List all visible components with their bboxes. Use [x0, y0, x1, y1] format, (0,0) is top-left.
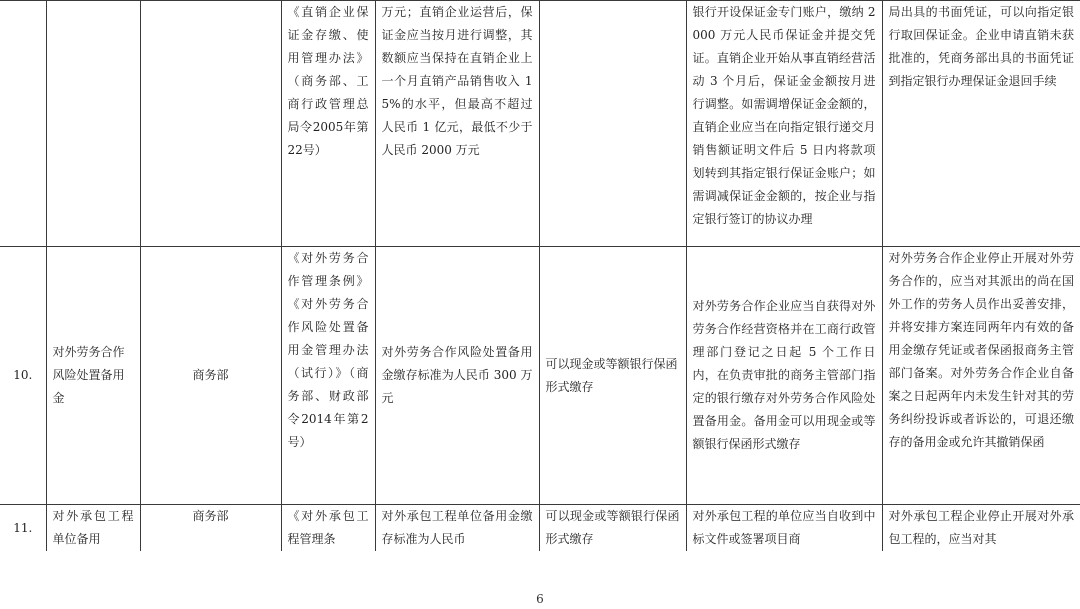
- department: 商务部: [140, 505, 281, 552]
- table-row: [0, 505, 1080, 552]
- row-number: [0, 1, 46, 247]
- page-number: 6: [536, 592, 544, 606]
- department: [140, 1, 281, 247]
- deposit-standard: 万元；直销企业运营后，保证金应当按月进行调整，其数额应当保持在直销企业上一个月直销产品销售收入 15%的水平，但最高不超过人民币 1 亿元，最低不少于人民币 2000 万元: [375, 1, 539, 247]
- deposit-form: 可以现金或等额银行保函形式缴存: [539, 247, 686, 505]
- legal-basis: 《直销企业保证金存缴、使用管理办法》（商务部、工商行政管理总局令2005年第22号）: [281, 1, 375, 247]
- deposit-procedure: 对外劳务合作企业应当自获得对外劳务合作经营资格并在工商行政管理部门登记之日起 5 个工作日内，在负责审批的商务主管部门指定的银行缴存对外劳务合作风险处置备用金。备用金可以用现金或等额银行保函形式缴存: [686, 247, 882, 505]
- row-number: 11.: [0, 505, 46, 552]
- table-row: [0, 1, 1080, 247]
- department: 商务部: [140, 247, 281, 505]
- deposit-standard: 对外承包工程单位备用金缴存标准为人民币: [375, 505, 539, 552]
- legal-basis: 《对外劳务合作管理条例》《对外劳务合作风险处置备用金管理办法（试行）》（商务部、财政部令2014年第2号）: [281, 247, 375, 505]
- refund-conditions: 对外承包工程企业停止开展对外承包工程的，应当对其: [882, 505, 1080, 552]
- refund-conditions: 局出具的书面凭证，可以向指定银行取回保证金。企业申请直销未获批准的，凭商务部出具的书面凭证到指定银行办理保证金退回手续: [882, 1, 1080, 247]
- row-number: 10.: [0, 247, 46, 505]
- table-row: [0, 247, 1080, 505]
- deposit-procedure: 对外承包工程的单位应当自收到中标文件或签署项目商: [686, 505, 882, 552]
- refund-conditions: 对外劳务合作企业停止开展对外劳务合作的，应当对其派出的尚在国外工作的劳务人员作出妥善安排，并将安排方案连同两年内有效的备用金缴存凭证或者保函报商务主管部门备案。对外劳务合作企业自备案之日起两年内未发生针对其的劳务纠纷投诉或者诉讼的，可退还缴存的备用金或允许其撤销保函: [882, 247, 1080, 505]
- deposit-form: [539, 1, 686, 247]
- deposit-standard: 对外劳务合作风险处置备用金缴存标准为人民币 300 万元: [375, 247, 539, 505]
- item-name: 对外劳务合作风险处置备用金: [46, 247, 140, 505]
- deposit-procedure: 银行开设保证金专门账户，缴纳 2000 万元人民币保证金并提交凭证。直销企业开始从事直销经营活动 3 个月后，保证金金额按月进行调整。如需调增保证金金额的，直销企业应当在向指定银行递交月销售额证明文件后 5 日内将款项划转到其指定银行保证金账户；如需调减保证金金额的，按企业与指定银行签订的协议办理: [686, 1, 882, 247]
- item-name: 对外承包工程单位备用: [46, 505, 140, 552]
- item-name: [46, 1, 140, 247]
- deposit-form: 可以现金或等额银行保函形式缴存: [539, 505, 686, 552]
- legal-basis: 《对外承包工程管理条: [281, 505, 375, 552]
